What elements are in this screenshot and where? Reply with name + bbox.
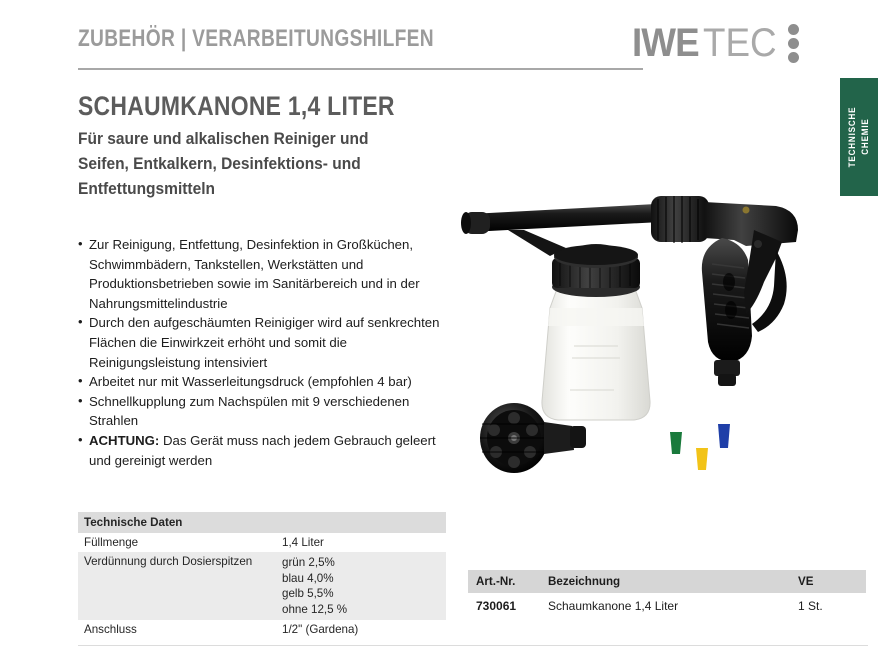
table-row-header <box>468 570 866 593</box>
list-item: • Zur Reinigung, Entfettung, Desinfektion in Großküchen, Schwimmbädern, Tankstellen, Werkstätten und Produktionsbetrieben sowie im Sanitärbereich und in der Nahrungsmittelindustrie <box>78 235 446 313</box>
tech-value-list <box>276 552 446 620</box>
iwetec-logo <box>632 20 799 66</box>
product-photo <box>446 186 866 506</box>
cell-art-nr: 730061 <box>468 593 540 618</box>
list-item: • Arbeitet nur mit Wasserleitungsdruck (empfohlen 4 bar) <box>78 372 446 392</box>
tech-key: Füllmenge <box>78 533 276 552</box>
category-tab-technische-chemie <box>840 78 878 196</box>
column-header-ve: VE <box>790 570 866 593</box>
footer-divider <box>78 645 868 646</box>
category-tab-line-1: TECHNISCHE <box>847 106 857 168</box>
page-subtitle: Für saure und alkalischen Reiniger und Seifen, Entkalkern, Desinfektions- und Entfettungsmitteln <box>78 130 369 198</box>
list-item: • Schnellkupplung zum Nachspülen mit 9 verschiedenen Strahlen <box>78 392 446 431</box>
tech-value: grün 2,5% <box>282 556 335 569</box>
warning-text: Das Gerät muss nach jedem Gebrauch geleert und gereinigt werden <box>89 432 436 468</box>
technical-data-table <box>78 512 446 639</box>
feature-list <box>78 235 446 470</box>
category-header-title: ZUBEHÖR | VERARBEITUNGSHILFEN <box>78 25 434 52</box>
green-dosing-tip <box>670 432 682 454</box>
spray-gun-handle <box>702 202 798 386</box>
tech-value: 1,4 Liter <box>276 533 446 552</box>
technical-data-heading: Technische Daten <box>78 512 446 533</box>
tech-value: blau 4,0% <box>282 571 334 585</box>
logo-dots-icon <box>788 24 799 63</box>
category-tab-label <box>846 103 872 171</box>
tech-key: Verdünnung durch Dosierspitzen <box>78 552 276 620</box>
tech-key: Anschluss <box>78 620 276 639</box>
article-table <box>468 570 866 618</box>
column-header-bezeichnung: Bezeichnung <box>540 570 790 593</box>
blue-dosing-tip <box>718 424 730 448</box>
dosing-tips <box>670 424 730 470</box>
header-divider <box>78 68 643 70</box>
tech-value: 1/2" (Gardena) <box>276 620 446 639</box>
product-bottle <box>542 286 650 420</box>
tech-value: ohne 12,5 % <box>282 602 348 616</box>
page-title: SCHAUMKANONE 1,4 LITER <box>78 91 395 121</box>
table-row <box>78 620 446 639</box>
logo-brand-bold: IWE <box>632 21 699 65</box>
tech-value: gelb 5,5% <box>282 587 334 600</box>
logo-brand-light: TEC <box>702 21 777 65</box>
yellow-dosing-tip <box>696 448 708 470</box>
warning-label: ACHTUNG: <box>89 432 160 448</box>
list-item-warning <box>78 431 446 470</box>
column-header-art-nr: Art.-Nr. <box>468 570 540 593</box>
cell-bezeichnung: Schaumkanone 1,4 Liter <box>540 593 790 618</box>
list-item: • Durch den aufgeschäumten Reinigiger wird auf senkrechten Flächen die Einwirkzeit erhöht und somit die Reinigungsleistung intensiviert <box>78 313 446 372</box>
cell-ve: 1 St. <box>790 593 866 618</box>
table-row <box>78 533 446 552</box>
table-row <box>468 593 866 618</box>
category-tab-line-2: CHEMIE <box>860 118 870 156</box>
table-row-header <box>78 512 446 533</box>
bottle-cap <box>552 244 640 297</box>
table-row <box>78 552 446 620</box>
